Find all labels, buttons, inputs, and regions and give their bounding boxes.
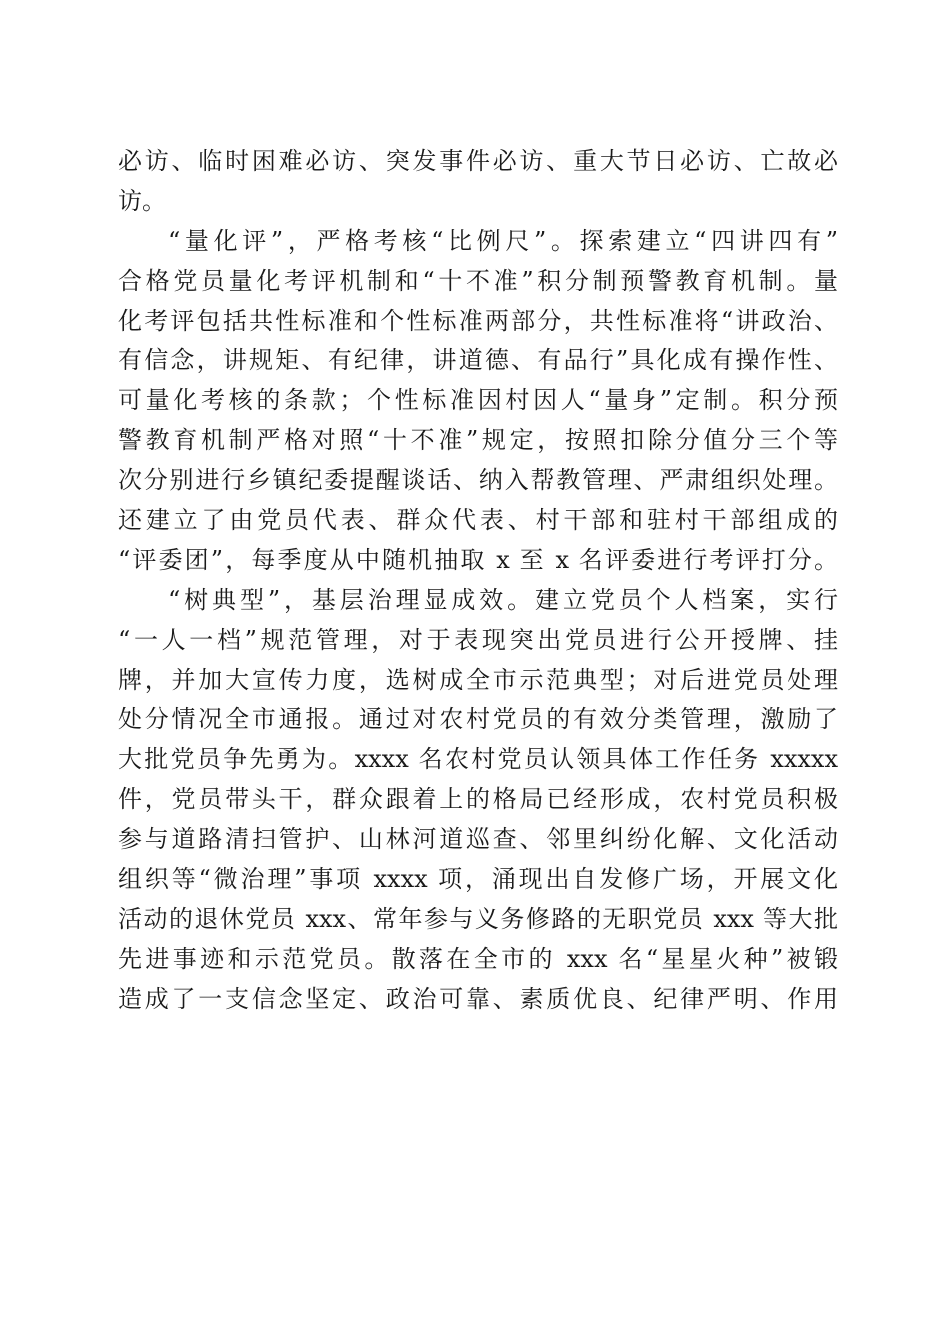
text-line: 可量化考核的条款；个性标准因村因人“量身”定制。积分预	[118, 386, 838, 415]
text-line: “量化评”，严格考核“比例尺”。探索建立“四讲四有”	[168, 226, 838, 255]
text-line: 造成了一支信念坚定、政治可靠、素质优良、纪律严明、作用	[118, 984, 838, 1013]
text-line: 先进事迹和示范党员。散落在全市的 xxx 名“星星火种”被锻	[118, 944, 838, 973]
paragraph-role-models	[118, 581, 838, 1020]
text-line: 牌，并加大宣传力度，选树成全市示范典型；对后进党员处理	[118, 665, 838, 694]
paragraph-quantified-evaluation	[118, 222, 838, 581]
text-line: 大批党员争先勇为。xxxx 名农村党员认领具体工作任务 xxxxx	[118, 745, 838, 774]
paragraph-continuation	[118, 142, 838, 222]
text-line: 合格党员量化考评机制和“十不准”积分制预警教育机制。量	[118, 266, 838, 295]
text-line: 化考评包括共性标准和个性标准两部分，共性标准将“讲政治、	[118, 306, 838, 335]
text-line: 件，党员带头干，群众跟着上的格局已经形成，农村党员积极	[118, 785, 838, 814]
text-line: 参与道路清扫管护、山林河道巡查、邻里纠纷化解、文化活动	[118, 825, 838, 854]
text-line: 活动的退休党员 xxx、常年参与义务修路的无职党员 xxx 等大批	[118, 904, 838, 933]
text-line: “一人一档”规范管理，对于表现突出党员进行公开授牌、挂	[118, 625, 838, 654]
text-line: 访。	[118, 186, 166, 215]
text-line: 警教育机制严格对照“十不准”规定，按照扣除分值分三个等	[118, 426, 838, 455]
text-line: 组织等“微治理”事项 xxxx 项，涌现出自发修广场，开展文化	[118, 865, 838, 894]
text-line: 有信念，讲规矩、有纪律，讲道德、有品行”具化成有操作性、	[118, 346, 838, 375]
document-body	[118, 142, 838, 1020]
text-line: 处分情况全市通报。通过对农村党员的有效分类管理，激励了	[118, 705, 838, 734]
text-line: 还建立了由党员代表、群众代表、村干部和驻村干部组成的	[118, 506, 838, 535]
text-line: “树典型”，基层治理显成效。建立党员个人档案，实行	[168, 585, 838, 614]
text-line: 必访、临时困难必访、突发事件必访、重大节日必访、亡故必	[118, 147, 838, 175]
text-line: 次分别进行乡镇纪委提醒谈话、纳入帮教管理、严肃组织处理。	[118, 466, 838, 495]
text-line: “评委团”，每季度从中随机抽取 x 至 x 名评委进行考评打分。	[118, 545, 838, 574]
